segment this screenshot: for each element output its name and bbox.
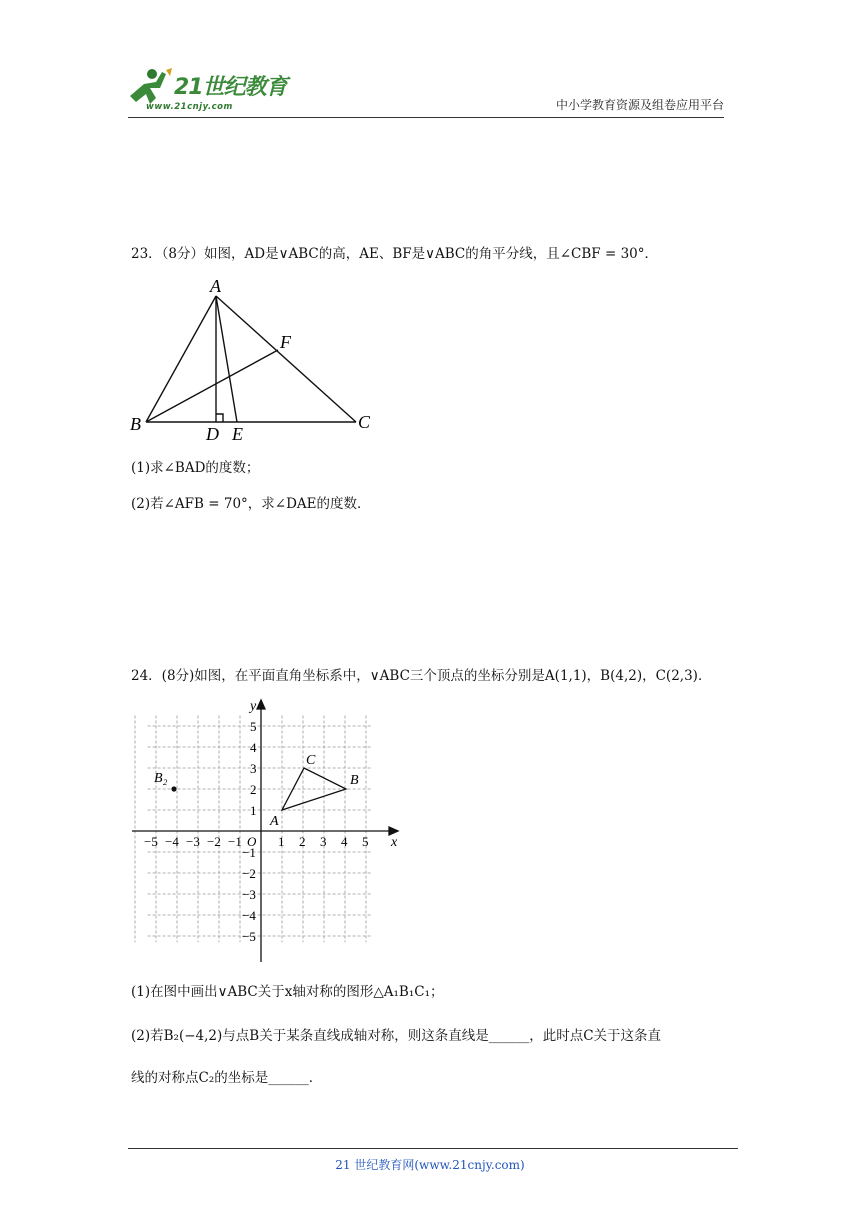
q24-part2-line2: 线的对称点C₂的坐标是______． [131,1070,323,1086]
q23-stem: 23．（8分）如图，AD是∨ABC的高，AE、BF是∨ABC的角平分线，且∠CBF = 30°． [131,246,658,262]
q24-part1: (1)在图中画出∨ABC关于x轴对称的图形△A₁B₁C₁； [131,984,444,1000]
x-tick-label: 5 [362,834,369,849]
point-C-label: C [306,753,316,768]
footer-divider [128,1148,738,1149]
label-E: E [232,424,243,444]
y-tick-label: 3 [250,761,257,776]
logo-text: 21世纪教育 [174,75,287,100]
header-divider [128,117,724,118]
x-tick-label: −2 [207,834,221,849]
point-A-label: A [270,814,279,829]
x-tick-label: 1 [278,834,285,849]
y-tick-label: −5 [242,929,256,944]
x-tick-label: −5 [144,834,158,849]
logo [122,64,292,120]
origin-label: O [247,834,257,849]
point-B2 [171,786,176,791]
q23-part1: (1)求∠BAD的度数； [131,460,260,476]
y-tick-label: 4 [250,740,257,755]
y-axis-label: y [250,699,257,714]
label-C: C [358,412,371,432]
label-F: F [280,332,291,352]
x-tick-label: −1 [228,834,242,849]
y-tick-label: −4 [242,908,256,923]
footer-text: 21 世纪教育网(www.21cnjy.com) [335,1158,525,1172]
x-tick-label: −4 [165,834,179,849]
point-B2-label: B₂ [154,771,168,786]
platform-title: 中小学教育资源及组卷应用平台 [555,98,724,112]
label-B: B [130,414,141,434]
x-tick-label: 3 [320,834,327,849]
q24-stem: 24．(8分)如图，在平面直角坐标系中，∨ABC三个顶点的坐标分别是A(1,1)，B(4,2)，C(2,3)． [131,668,712,684]
q23-part2: (2)若∠AFB = 70°，求∠DAE的度数． [131,496,371,512]
x-axis-label: x [391,835,398,850]
label-D: D [206,424,219,444]
q24-coordinate-grid [128,696,404,968]
logo-url: www.21cnjy.com [146,102,233,112]
label-A: A [210,276,221,296]
y-tick-label: −1 [242,845,256,860]
y-tick-label: −3 [242,887,256,902]
x-tick-label: −3 [186,834,200,849]
q24-part2-line1: (2)若B₂(−4,2)与点B关于某条直线成轴对称，则这条直线是______，此时点C关于这条直 [131,1028,662,1044]
point-B-label: B [350,773,359,788]
y-tick-label: 2 [250,782,257,797]
y-tick-label: −2 [242,866,256,881]
y-tick-label: 5 [250,719,257,734]
q23-triangle-figure [126,276,386,446]
x-tick-label: 4 [341,834,348,849]
y-tick-label: 1 [250,803,257,818]
x-tick-label: 2 [299,834,306,849]
